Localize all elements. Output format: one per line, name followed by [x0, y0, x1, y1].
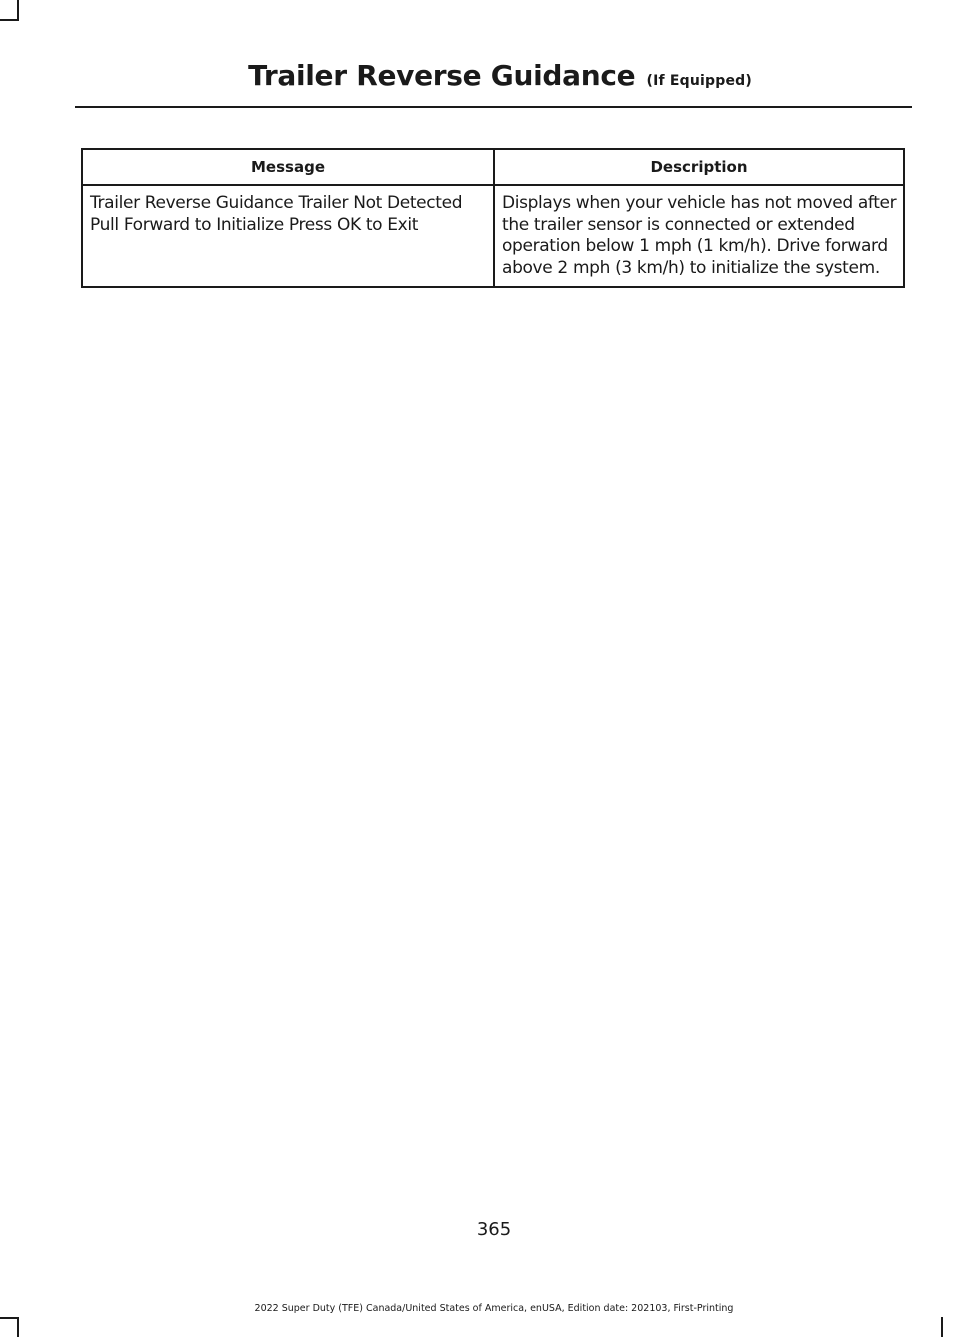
edition-footer: 2022 Super Duty (TFE) Canada/United States of America, enUSA, Edition date: 202103, First-Printing: [254, 1303, 734, 1314]
column-header-message: Message: [82, 149, 494, 185]
description-cell: Displays when your vehicle has not moved after the trailer sensor is connected or extended operation below 1 mph (1 km/h). Drive forward above 2 mph (3 km/h) to initialize the system.: [494, 185, 904, 287]
page-title: [248, 58, 752, 90]
message-cell: Trailer Reverse Guidance Trailer Not Detected Pull Forward to Initialize Press OK to Exit: [82, 185, 494, 287]
table-row: [82, 185, 904, 287]
crop-mark: [17, 1317, 19, 1337]
column-header-description: Description: [494, 149, 904, 185]
title-divider: [75, 106, 912, 108]
crop-mark: [0, 19, 19, 21]
crop-mark: [0, 1317, 19, 1319]
table-header-row: [82, 149, 904, 185]
page-title-main: Trailer Reverse Guidance: [248, 59, 636, 92]
page-title-suffix: (If Equipped): [646, 73, 752, 89]
message-table: [81, 148, 905, 288]
crop-mark: [941, 1317, 943, 1337]
page-number: 365: [476, 1219, 512, 1240]
crop-mark: [17, 0, 19, 20]
